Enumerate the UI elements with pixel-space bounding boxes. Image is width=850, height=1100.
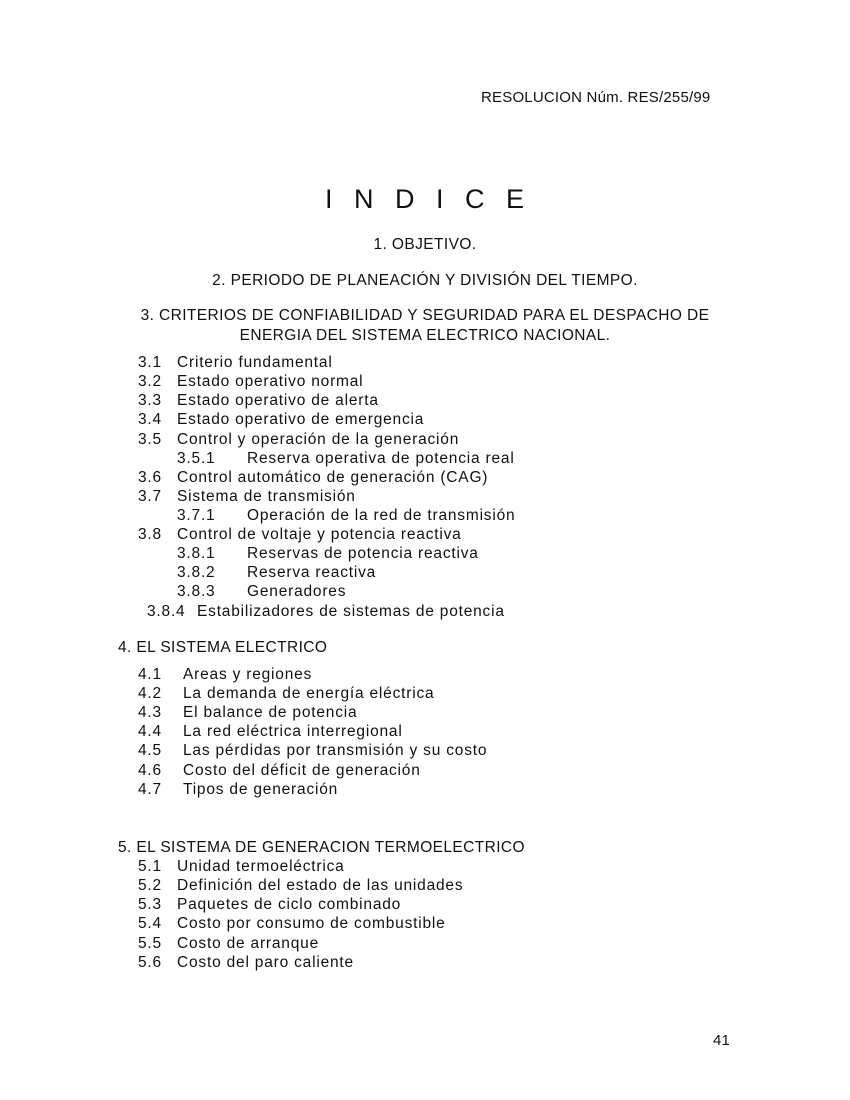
toc-item-label: Criterio fundamental [177, 354, 333, 371]
toc-item-number: 5.6 [138, 954, 162, 971]
toc-item-number: 3.8 [138, 526, 162, 543]
toc-item-number: 3.5 [138, 431, 162, 448]
toc-item-label: Reserva operativa de potencia real [247, 450, 515, 467]
toc-item-label: Costo del paro caliente [177, 954, 354, 971]
toc-item-label: La red eléctrica interregional [183, 723, 403, 740]
toc-item-label: Generadores [247, 583, 347, 600]
toc-item-number: 3.7.1 [177, 507, 216, 524]
toc-item-number: 3.8.2 [177, 564, 216, 581]
toc-item-number: 4.3 [138, 704, 162, 721]
toc-item-number: 5.4 [138, 915, 162, 932]
section-2-heading: 2. PERIODO DE PLANEACIÓN Y DIVISIÓN DEL TIEMPO. [212, 272, 638, 289]
toc-item-number: 4.5 [138, 742, 162, 759]
index-title: I N D I C E [324, 184, 531, 214]
toc-item-label: Costo del déficit de generación [183, 762, 421, 779]
toc-item-label: Estado operativo de alerta [177, 392, 379, 409]
toc-item-number: 5.2 [138, 877, 162, 894]
toc-item-number: 4.2 [138, 685, 162, 702]
toc-item-number: 3.1 [138, 354, 162, 371]
toc-item-number: 4.7 [138, 781, 162, 798]
toc-item-label: La demanda de energía eléctrica [183, 685, 435, 702]
toc-item-number: 3.3 [138, 392, 162, 409]
toc-item-label: Control y operación de la generación [177, 431, 460, 448]
toc-item-label: Control de voltaje y potencia reactiva [177, 526, 462, 543]
toc-item-label: Reservas de potencia reactiva [247, 545, 479, 562]
toc-item-number: 5.1 [138, 858, 162, 875]
toc-item-label: Areas y regiones [183, 666, 313, 683]
section-3-heading-line1: 3. CRITERIOS DE CONFIABILIDAD Y SEGURIDAD PARA EL DESPACHO DE [140, 307, 710, 324]
toc-item-label: Estabilizadores de sistemas de potencia [197, 603, 505, 620]
section-4-heading: 4. EL SISTEMA ELECTRICO [118, 639, 328, 656]
toc-item-number: 3.8.1 [177, 545, 216, 562]
toc-item-label: Estado operativo normal [177, 373, 364, 390]
toc-item-number: 3.7 [138, 488, 162, 505]
section-3-heading-line2: ENERGIA DEL SISTEMA ELECTRICO NACIONAL. [239, 327, 611, 344]
toc-item-label: Las pérdidas por transmisión y su costo [183, 742, 488, 759]
toc-item-label: Estado operativo de emergencia [177, 411, 425, 428]
toc-item-number: 3.5.1 [177, 450, 216, 467]
toc-item-number: 4.6 [138, 762, 162, 779]
toc-item-number: 3.4 [138, 411, 162, 428]
toc-item-label: Tipos de generación [183, 781, 339, 798]
toc-item-label: Operación de la red de transmisión [247, 507, 516, 524]
toc-item-number: 3.8.3 [177, 583, 216, 600]
toc-item-number: 3.6 [138, 469, 162, 486]
document-header: RESOLUCION Núm. RES/255/99 [481, 89, 711, 106]
toc-item-label: Costo de arranque [177, 935, 319, 952]
toc-item-label: El balance de potencia [183, 704, 358, 721]
section-5-heading: 5. EL SISTEMA DE GENERACION TERMOELECTRICO [118, 839, 525, 856]
toc-item-label: Control automático de generación (CAG) [177, 469, 489, 486]
toc-item-label: Reserva reactiva [247, 564, 377, 581]
toc-item-label: Sistema de transmisión [177, 488, 356, 505]
toc-item-number: 4.1 [138, 666, 162, 683]
toc-item-number: 5.3 [138, 896, 162, 913]
toc-item-label: Unidad termoeléctrica [177, 858, 345, 875]
section-1-heading: 1. OBJETIVO. [373, 236, 477, 253]
toc-item-number: 3.2 [138, 373, 162, 390]
toc-item-number: 5.5 [138, 935, 162, 952]
toc-item-number: 4.4 [138, 723, 162, 740]
toc-item-label: Paquetes de ciclo combinado [177, 896, 402, 913]
page-number: 41 [713, 1032, 731, 1049]
toc-item-number: 3.8.4 [147, 603, 186, 620]
toc-item-label: Costo por consumo de combustible [177, 915, 446, 932]
toc-item-label: Definición del estado de las unidades [177, 877, 464, 894]
